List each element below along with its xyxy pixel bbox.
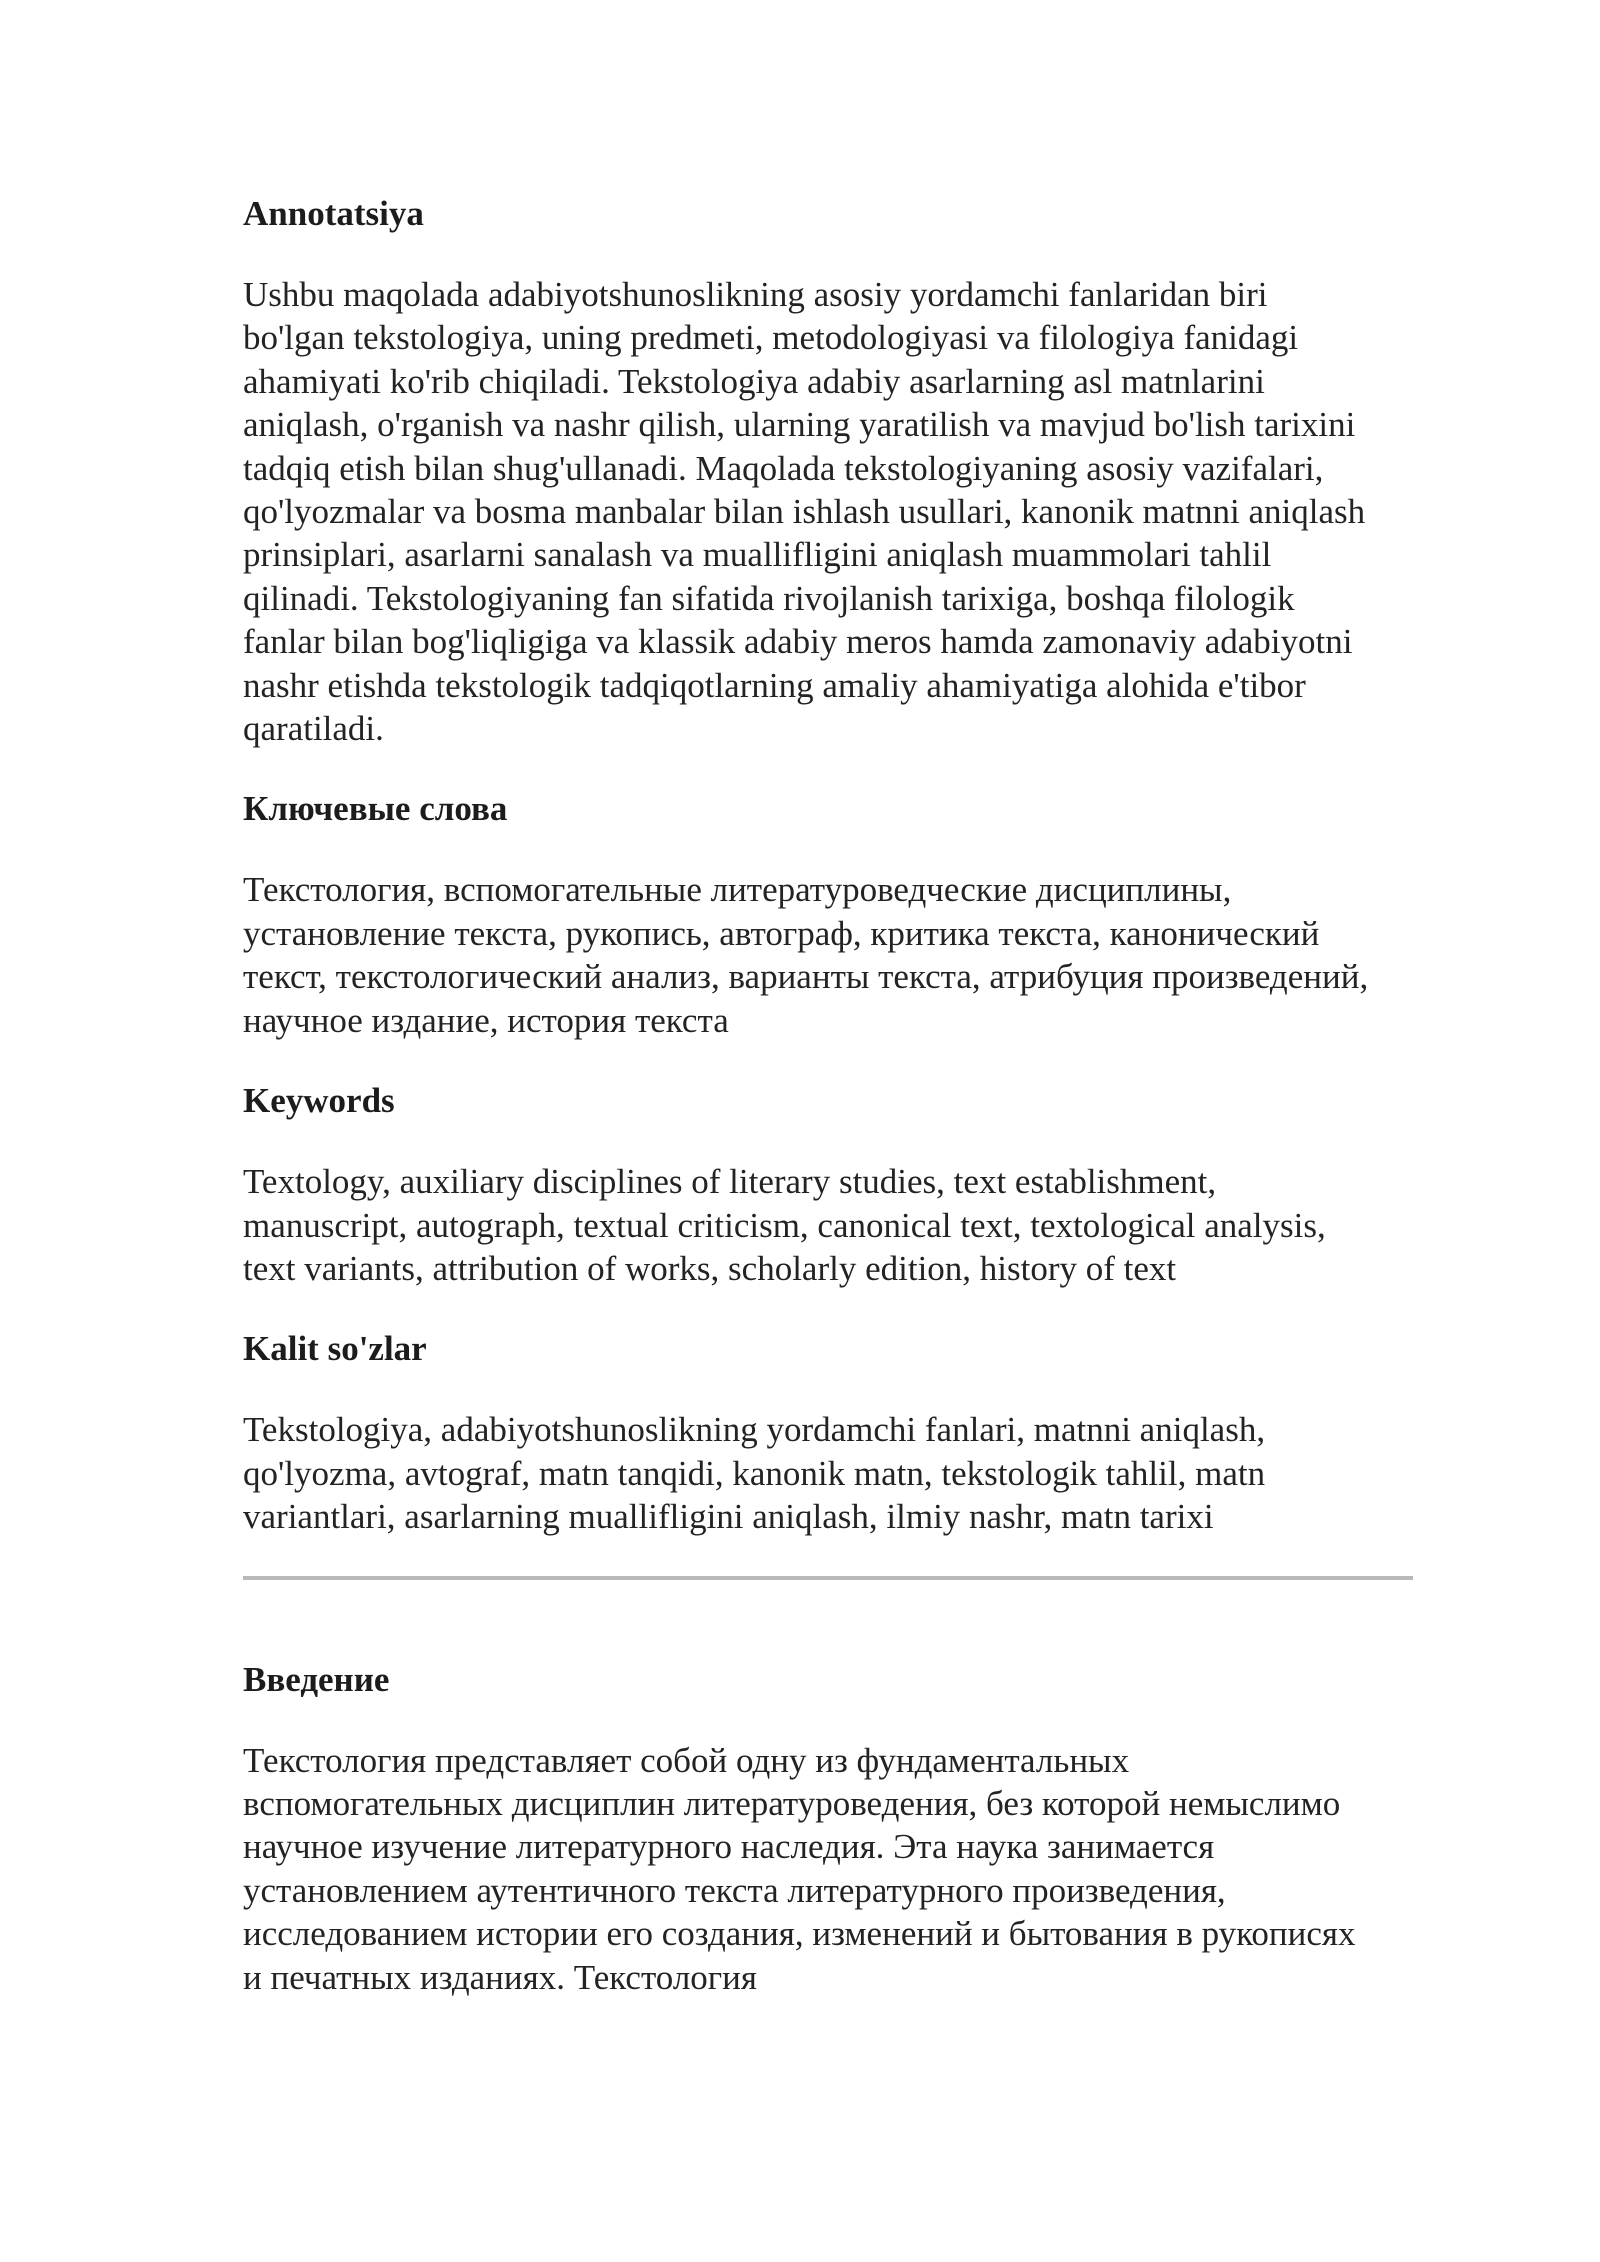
keywords-en-text: Textology, auxiliary disciplines of literary studies, text establishment, manuscript, autograph, textual criticism, canonical text, textological analysis, text variants, attribution of works, scholarly edition, history of text: [243, 1162, 1326, 1288]
section-divider: [243, 1576, 1413, 1580]
annotation-heading: Annotatsiya: [243, 194, 424, 233]
keywords-ru-heading: Ключевые слова: [243, 789, 508, 829]
keywords-uz-heading: Kalit so'zlar: [243, 1329, 427, 1369]
introduction-heading: Введение: [243, 1659, 390, 1699]
keywords-uz-text: Tekstologiya, adabiyotshunoslikning yordamchi fanlari, matnni aniqlash, qo'lyozma, avtograf, matn tanqidi, kanonik matn, tekstologik tahlil, matn variantlari, asarlarning muallifligini aniqlash, ilmiy nashr, matn tarixi: [243, 1410, 1266, 1537]
introduction-text: Текстология представляет собой одну из фундаментальных вспомогательных дисциплин литературоведения, без которой немыслимо научное изучение литературного наследия. Эта наука занимается установлением аутентичного текста литературного произведения, исследованием истории его создания, изменений и бытования в рукописях и печатных изданиях. Текстология: [243, 1740, 1356, 1997]
keywords-en-heading: Keywords: [243, 1081, 395, 1121]
keywords-ru-text: Текстология, вспомогательные литературоведческие дисциплины, установление текста, рукопись, автограф, критика текста, канонический текст, текстологический анализ, варианты текста, атрибуция произведений, научное издание, история текста: [243, 870, 1369, 1040]
annotation-text: Ushbu maqolada adabiyotshunoslikning asosiy yordamchi fanlaridan biri bo'lgan tekstologiya, uning predmeti, metodologiyasi va filologiya fanidagi ahamiyati ko'rib chiqiladi. Tekstologiya adabiy asarlarning asl matnlarini aniqlash, o'rganish va nashr qilish, ularning yaratilish va mavjud bo'lish tarixini tadqiq etish bilan shug'ullanadi. Maqolada tekstologiyaning asosiy vazifalari, qo'lyozmalar va bosma manbalar bilan ishlash usullari, kanonik matnni aniqlash prinsiplari, asarlarni sanalash va muallifligini aniqlash muammolari tahlil qilinadi. Tekstologiyaning fan sifatida rivojlanish tarixiga, boshqa filologik fanlar bilan bog'liqligiga va klassik adabiy meros hamda zamonaviy adabiyotni nashr etishda tekstologik tadqiqotlarning amaliy ahamiyatiga alohida e'tibor qaratiladi.: [243, 275, 1366, 749]
document-page: [243, 192, 1413, 2036]
